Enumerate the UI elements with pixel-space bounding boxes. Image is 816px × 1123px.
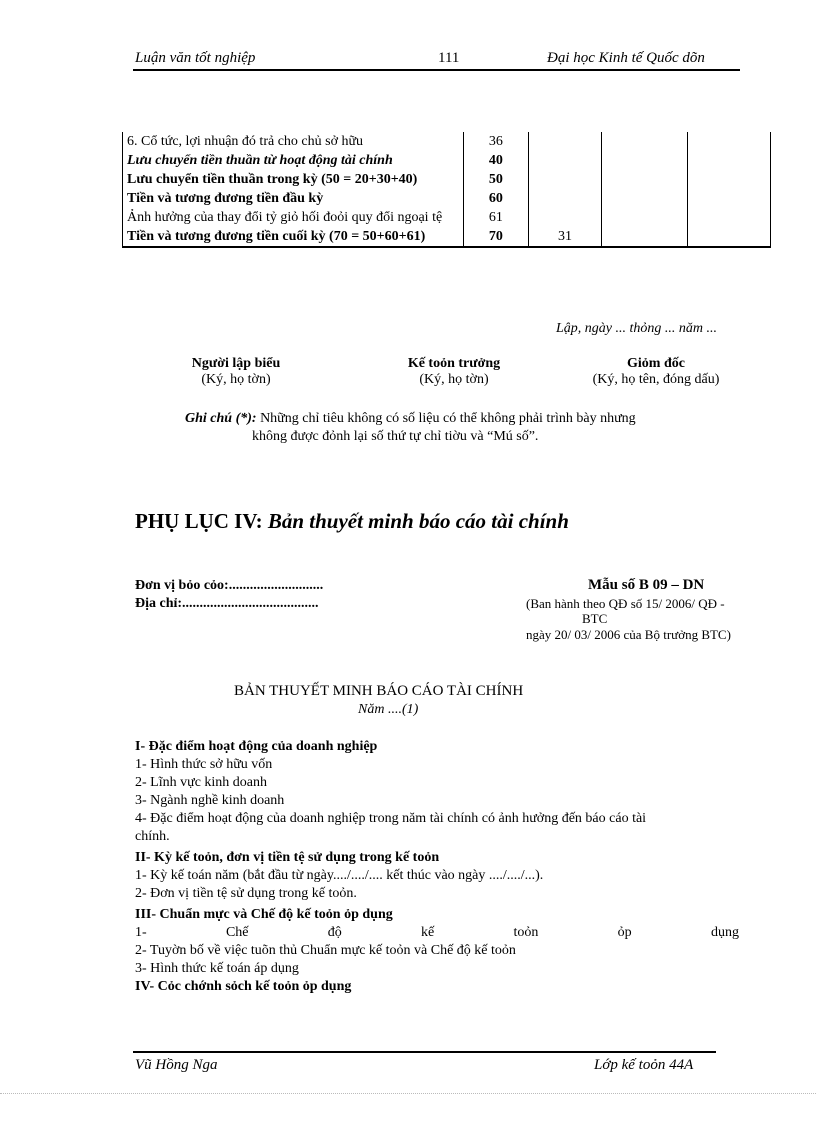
table-row: [123, 170, 771, 189]
list-item-justified: [135, 924, 739, 942]
list-item: 4- Đặc điểm hoạt động của doanh nghiệp trong năm tài chính có ảnh hưởng đến báo cáo tài: [135, 811, 647, 826]
date-line: Lập, ngày ... thỏng ... năm ...: [556, 321, 717, 336]
issued-line3: ngày 20/ 03/ 2006 của Bộ trưởng BTC): [526, 627, 731, 642]
list-item-continued: chính.: [135, 829, 170, 844]
page-edge: [0, 1093, 816, 1094]
note-line2: không được đỏnh lại số thứ tự chỉ tiờu và “Mú số”.: [252, 429, 539, 444]
empty-cell: [602, 151, 688, 170]
row-value: [528, 151, 601, 170]
signature-chief-accountant: [364, 356, 544, 388]
table-row: [123, 132, 771, 151]
row-code: 60: [463, 189, 528, 208]
signature-title: Người lập biểu: [191, 356, 281, 371]
unit-address: Địa chỉ:.......................................: [135, 596, 319, 611]
row-value: [528, 132, 601, 151]
row-value: [528, 208, 601, 227]
appendix-heading: [135, 509, 569, 534]
row-label: Ảnh hưởng của thay đổi tỷ giỏ hối đoỏi quy đổi ngoại tệ: [123, 208, 464, 227]
form-number: Mẫu số B 09 – DN: [588, 577, 705, 593]
empty-cell: [687, 132, 770, 151]
signature-note: (Ký, họ tên, đóng dấu): [592, 372, 720, 387]
row-label: Tiền và tương đương tiền cuối kỳ (70 = 50+60+61): [123, 227, 464, 247]
list-item: 3- Ngành nghề kinh doanh: [135, 793, 285, 808]
header-left: Luận văn tốt nghiệp: [135, 50, 256, 66]
word: dụng: [710, 925, 739, 940]
signature-director: [566, 356, 746, 388]
header-rule: [133, 69, 740, 71]
empty-cell: [687, 208, 770, 227]
word: Chế: [225, 925, 249, 940]
section-1-heading: I- Đặc điểm hoạt động của doanh nghiệp: [135, 739, 378, 754]
signature-title: Giỏm đốc: [627, 356, 685, 371]
empty-cell: [687, 227, 770, 247]
note-line1: Những chỉ tiêu không có số liệu có thể không phải trình bày nhưng: [256, 411, 636, 426]
empty-cell: [602, 170, 688, 189]
signature-note: (Ký, họ tờn): [419, 372, 489, 387]
row-label: Lưu chuyển tiền thuần từ hoạt động tài chính: [123, 151, 464, 170]
table-row: [123, 227, 771, 247]
section-4-heading: IV- Cỏc chớnh sỏch kế toỏn ỏp dụng: [135, 979, 352, 994]
page-number: 111: [438, 50, 460, 66]
issued-line1: (Ban hành theo QĐ số 15/ 2006/ QĐ -: [526, 596, 725, 611]
table-row: [123, 151, 771, 170]
row-value: [528, 189, 601, 208]
row-label: 6. Cổ tức, lợi nhuận đó trả cho chủ sở hữu: [123, 132, 464, 151]
word: kế: [421, 925, 435, 940]
row-label: Lưu chuyển tiền thuần trong kỳ (50 = 20+30+40): [123, 170, 464, 189]
appendix-title: Bản thuyết minh báo cáo tài chính: [267, 509, 569, 533]
word: ỏp: [617, 925, 632, 940]
signature-title: Kế toỏn trưởng: [407, 356, 501, 371]
list-item: 1- Kỳ kế toán năm (bắt đầu từ ngày..../..../.... kết thúc vào ngày ..../..../...).: [135, 868, 544, 883]
footer-right: Lớp kế toỏn 44A: [594, 1057, 694, 1073]
signature-note: (Ký, họ tờn): [201, 372, 271, 387]
signature-preparer: [146, 356, 326, 388]
unit-name: Đơn vị bỏo cỏo:...........................: [135, 578, 324, 593]
list-item: 2- Đơn vị tiền tệ sử dụng trong kế toỏn.: [135, 886, 357, 901]
appendix-prefix: PHỤ LỤC IV:: [135, 509, 268, 533]
notes-body: [135, 738, 739, 996]
table-row: [123, 208, 771, 227]
row-value: 31: [528, 227, 601, 247]
list-item: 2- Tuyờn bố về việc tuõn thủ Chuẩn mực kế toỏn và Chế độ kế toỏn: [135, 943, 516, 958]
table-row: [123, 189, 771, 208]
list-item: 3- Hình thức kế toán áp dụng: [135, 961, 299, 976]
empty-cell: [687, 151, 770, 170]
footer-rule: [133, 1051, 716, 1053]
note: [185, 410, 636, 428]
row-code: 50: [463, 170, 528, 189]
row-code: 36: [463, 132, 528, 151]
empty-cell: [687, 170, 770, 189]
row-value: [528, 170, 601, 189]
empty-cell: [602, 227, 688, 247]
issued-line2: BTC: [582, 611, 608, 626]
note-label: Ghi chú (*):: [185, 411, 257, 426]
cash-flow-table: [122, 132, 771, 248]
word: độ: [327, 925, 342, 940]
list-item: 2- Lĩnh vực kinh doanh: [135, 775, 268, 790]
word: 1-: [135, 925, 147, 940]
empty-cell: [687, 189, 770, 208]
empty-cell: [602, 189, 688, 208]
row-label: Tiền và tương đương tiền đầu kỳ: [123, 189, 464, 208]
empty-cell: [602, 132, 688, 151]
list-item: 1- Hình thức sở hữu vốn: [135, 757, 273, 772]
doc-year: Năm ....(1): [358, 702, 419, 717]
row-code: 70: [463, 227, 528, 247]
footer-left: Vũ Hồng Nga: [135, 1057, 218, 1073]
word: toỏn: [513, 925, 539, 940]
row-code: 40: [463, 151, 528, 170]
section-2-heading: II- Kỳ kế toỏn, đơn vị tiền tệ sử dụng trong kế toỏn: [135, 850, 440, 865]
section-3-heading: III- Chuẩn mực và Chế độ kế toỏn ỏp dụng: [135, 907, 393, 922]
row-code: 61: [463, 208, 528, 227]
doc-title: BẢN THUYẾT MINH BÁO CÁO TÀI CHÍNH: [234, 683, 524, 699]
empty-cell: [602, 208, 688, 227]
header-right: Đại học Kinh tế Quốc dõn: [547, 50, 705, 66]
